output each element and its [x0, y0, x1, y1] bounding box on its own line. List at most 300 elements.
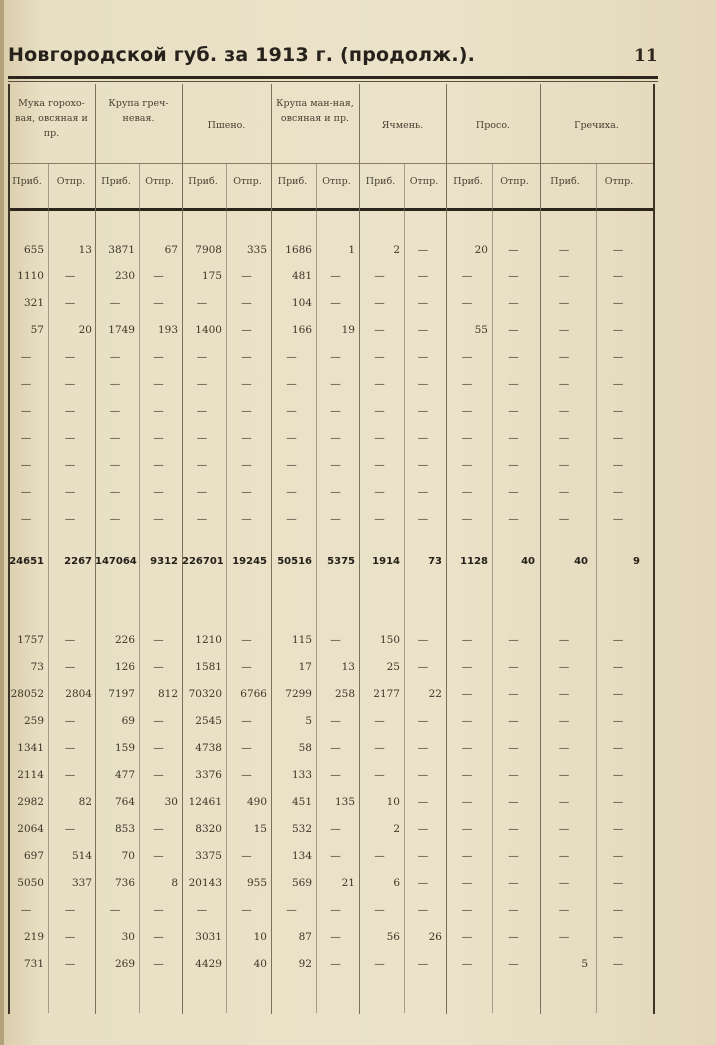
table-cell: —	[330, 931, 341, 943]
table-cell: —	[20, 459, 32, 471]
table-cell: 22	[428, 688, 442, 700]
column-group-header: Крупа греч-невая.	[108, 98, 169, 124]
table-cell: —	[417, 351, 429, 363]
table-cell: 40	[253, 958, 267, 970]
table-row	[0, 661, 716, 681]
table-cell: —	[612, 486, 624, 498]
table-cell: 2267	[64, 556, 92, 567]
subheader-shipped: Отпр.	[322, 176, 351, 187]
table-cell: —	[196, 351, 208, 363]
table-cell: 490	[246, 796, 267, 808]
table-cell: —	[64, 931, 76, 943]
table-cell: —	[612, 958, 624, 970]
table-cell: 2982	[17, 796, 44, 808]
table-cell: —	[612, 378, 624, 390]
table-cell: 159	[114, 742, 135, 754]
table-cell: 9	[633, 556, 640, 567]
table-cell: —	[558, 513, 570, 525]
table-cell: —	[196, 432, 208, 444]
table-cell: —	[153, 486, 164, 498]
table-cell: —	[374, 904, 385, 916]
top-rule-thin	[8, 81, 658, 82]
table-cell: 5	[581, 958, 588, 970]
table-row	[0, 405, 716, 425]
table-cell: —	[153, 634, 164, 646]
table-cell: —	[417, 823, 429, 835]
column-divider	[540, 84, 541, 1014]
page-number: 11	[634, 46, 658, 66]
table-cell: —	[558, 823, 570, 835]
table-cell: 28052	[10, 688, 44, 700]
table-cell: 55	[474, 324, 488, 336]
table-cell: 3376	[195, 769, 222, 781]
table-cell: —	[612, 459, 624, 471]
table-cell: 1210	[195, 634, 222, 646]
table-cell: 58	[298, 742, 312, 754]
table-cell: 335	[246, 244, 267, 256]
table-cell: —	[20, 432, 32, 444]
subheader-arrived: Приб.	[101, 176, 131, 187]
table-cell: 13	[341, 661, 355, 673]
table-cell: —	[109, 351, 121, 363]
table-cell: 4429	[195, 958, 222, 970]
table-cell: —	[64, 270, 76, 282]
table-cell: —	[508, 877, 519, 889]
table-cell: —	[64, 769, 76, 781]
table-cell: —	[508, 324, 519, 336]
subheader-arrived: Приб.	[550, 176, 580, 187]
table-cell: —	[286, 351, 297, 363]
table-cell: 230	[114, 270, 135, 282]
table-row	[0, 351, 716, 371]
table-cell: 115	[291, 634, 312, 646]
table-cell: —	[612, 877, 624, 889]
table-cell: 1581	[195, 661, 222, 673]
table-cell: —	[330, 459, 341, 471]
table-cell: —	[374, 405, 385, 417]
table-cell: 477	[114, 769, 135, 781]
table-cell: 135	[334, 796, 355, 808]
table-cell: —	[241, 661, 252, 673]
column-group-header: Пшено.	[207, 120, 246, 131]
table-cell: —	[20, 904, 32, 916]
table-cell: —	[196, 486, 208, 498]
column-group-header: Ячмень.	[381, 120, 424, 131]
table-cell: —	[461, 823, 473, 835]
table-cell: —	[196, 459, 208, 471]
table-cell: —	[461, 432, 473, 444]
table-cell: —	[20, 513, 32, 525]
table-cell: —	[508, 244, 519, 256]
table-cell: —	[330, 513, 341, 525]
table-cell: —	[417, 378, 429, 390]
table-cell: —	[612, 324, 624, 336]
table-cell: 731	[23, 958, 44, 970]
table-cell: —	[109, 513, 121, 525]
table-cell: 853	[114, 823, 135, 835]
table-cell: —	[241, 351, 252, 363]
table-cell: 20	[78, 324, 92, 336]
table-cell: 20	[474, 244, 488, 256]
table-row	[0, 324, 716, 344]
table-cell: —	[508, 796, 519, 808]
table-cell: —	[417, 715, 429, 727]
table-cell: 3031	[195, 931, 222, 943]
table-cell: 1128	[460, 556, 488, 567]
table-cell: 67	[164, 244, 178, 256]
table-row	[0, 297, 716, 317]
table-cell: —	[508, 513, 519, 525]
table-cell: —	[558, 769, 570, 781]
table-cell: —	[612, 688, 624, 700]
table-row	[0, 244, 716, 264]
table-cell: —	[612, 405, 624, 417]
column-divider	[446, 84, 447, 1014]
table-cell: —	[558, 931, 570, 943]
table-cell: —	[374, 850, 385, 862]
table-cell: 15	[253, 823, 267, 835]
table-cell: —	[508, 823, 519, 835]
table-cell: —	[64, 904, 76, 916]
table-cell: —	[286, 405, 297, 417]
table-cell: —	[508, 432, 519, 444]
table-cell: —	[241, 405, 252, 417]
table-cell: —	[64, 351, 76, 363]
table-cell: —	[508, 850, 519, 862]
table-cell: —	[612, 796, 624, 808]
table-cell: —	[241, 270, 252, 282]
table-cell: 70320	[188, 688, 222, 700]
column-divider	[8, 84, 10, 1014]
table-cell: —	[417, 513, 429, 525]
table-cell: 92	[298, 958, 312, 970]
table-cell: —	[64, 405, 76, 417]
table-cell: —	[374, 324, 385, 336]
subheader-shipped: Отпр.	[56, 176, 86, 187]
table-cell: —	[286, 432, 297, 444]
column-divider	[182, 84, 183, 1014]
table-cell: —	[558, 324, 570, 336]
table-cell: —	[64, 459, 76, 471]
table-cell: —	[196, 513, 208, 525]
table-cell: —	[417, 958, 429, 970]
table-cell: —	[153, 378, 164, 390]
table-cell: —	[374, 378, 385, 390]
table-cell: —	[461, 877, 473, 889]
table-cell: —	[417, 324, 429, 336]
table-cell: —	[417, 244, 429, 256]
table-cell: —	[64, 823, 76, 835]
table-cell: —	[417, 486, 429, 498]
column-group-header: Мука горохо-вая, овсяная и пр.	[15, 98, 88, 139]
table-cell: —	[612, 661, 624, 673]
table-cell: —	[241, 742, 252, 754]
table-cell: —	[612, 823, 624, 835]
table-cell: 7197	[108, 688, 135, 700]
table-cell: —	[508, 769, 519, 781]
table-cell: —	[612, 634, 624, 646]
table-cell: 150	[379, 634, 400, 646]
table-cell: 57	[30, 324, 44, 336]
table-cell: —	[558, 432, 570, 444]
table-cell: 4738	[195, 742, 222, 754]
table-cell: —	[286, 513, 297, 525]
table-cell: —	[374, 270, 385, 282]
table-cell: 569	[291, 877, 312, 889]
table-cell: 7299	[285, 688, 312, 700]
table-cell: 1341	[17, 742, 44, 754]
table-row	[0, 432, 716, 452]
table-cell: —	[508, 297, 519, 309]
table-cell: 20143	[188, 877, 222, 889]
table-cell: 1757	[17, 634, 44, 646]
table-cell: —	[558, 877, 570, 889]
table-cell: 226701	[182, 556, 224, 567]
table-cell: 87	[298, 931, 312, 943]
table-cell: —	[612, 297, 624, 309]
table-cell: —	[417, 634, 429, 646]
table-cell: 736	[114, 877, 135, 889]
table-row	[0, 486, 716, 506]
table-cell: —	[461, 459, 473, 471]
top-rule	[8, 76, 658, 79]
table-cell: —	[612, 432, 624, 444]
table-cell: 226	[114, 634, 135, 646]
table-cell: 5	[305, 715, 312, 727]
table-cell: 2114	[17, 769, 44, 781]
table-cell: —	[196, 405, 208, 417]
table-total-row	[0, 556, 716, 576]
table-cell: —	[64, 958, 76, 970]
table-cell: —	[461, 715, 473, 727]
table-cell: 1914	[372, 556, 400, 567]
table-cell: —	[330, 769, 341, 781]
table-cell: 451	[291, 796, 312, 808]
table-cell: —	[153, 405, 164, 417]
table-cell: —	[374, 769, 385, 781]
table-cell: 1110	[17, 270, 44, 282]
table-cell: —	[64, 378, 76, 390]
table-cell: —	[461, 486, 473, 498]
table-cell: —	[153, 904, 164, 916]
table-cell: —	[241, 850, 252, 862]
table-cell: —	[330, 297, 341, 309]
table-cell: —	[508, 351, 519, 363]
table-cell: —	[558, 486, 570, 498]
table-cell: —	[612, 270, 624, 282]
table-cell: —	[241, 378, 252, 390]
table-cell: —	[241, 904, 252, 916]
column-group-header: Просо.	[475, 120, 511, 131]
table-row	[0, 823, 716, 843]
table-cell: —	[461, 931, 473, 943]
table-cell: —	[241, 769, 252, 781]
table-cell: 30	[121, 931, 135, 943]
table-cell: —	[241, 634, 252, 646]
table-cell: 321	[23, 297, 44, 309]
page-title: Новгородской губ. за 1913 г. (продолж.).	[8, 44, 476, 66]
table-cell: —	[241, 297, 252, 309]
table-cell: —	[241, 486, 252, 498]
table-cell: —	[153, 715, 164, 727]
table-cell: 10	[253, 931, 267, 943]
table-cell: 126	[114, 661, 135, 673]
table-cell: 219	[23, 931, 44, 943]
table-cell: —	[374, 459, 385, 471]
table-cell: —	[558, 297, 570, 309]
table-cell: —	[153, 432, 164, 444]
table-cell: —	[558, 378, 570, 390]
table-cell: —	[461, 513, 473, 525]
table-cell: —	[241, 459, 252, 471]
table-row	[0, 958, 716, 978]
table-cell: —	[508, 486, 519, 498]
table-cell: —	[558, 742, 570, 754]
table-cell: 134	[291, 850, 312, 862]
table-cell: 10	[386, 796, 400, 808]
table-cell: —	[461, 904, 473, 916]
table-cell: 764	[114, 796, 135, 808]
table-cell: 17	[298, 661, 312, 673]
table-cell: 133	[291, 769, 312, 781]
table-cell: —	[558, 796, 570, 808]
column-group-header: Гречиха.	[574, 120, 619, 131]
table-cell: —	[558, 405, 570, 417]
table-row	[0, 904, 716, 924]
table-cell: 104	[291, 297, 312, 309]
table-cell: 2	[393, 244, 400, 256]
table-cell: 73	[30, 661, 44, 673]
table-cell: 50516	[277, 556, 312, 567]
table-cell: —	[330, 715, 341, 727]
table-cell: —	[461, 297, 473, 309]
table-cell: —	[374, 958, 385, 970]
table-cell: —	[558, 715, 570, 727]
table-cell: —	[417, 405, 429, 417]
table-cell: 5375	[327, 556, 355, 567]
table-cell: 532	[291, 823, 312, 835]
table-cell: —	[612, 513, 624, 525]
table-cell: —	[461, 688, 473, 700]
table-cell: 1400	[195, 324, 222, 336]
table-cell: 2	[393, 823, 400, 835]
table-cell: —	[461, 270, 473, 282]
table-cell: —	[286, 486, 297, 498]
table-cell: 40	[521, 556, 535, 567]
table-cell: —	[461, 742, 473, 754]
table-cell: 7908	[195, 244, 222, 256]
table-cell: —	[109, 405, 121, 417]
table-cell: —	[461, 351, 473, 363]
table-row	[0, 850, 716, 870]
table-cell: —	[508, 742, 519, 754]
subheader-arrived: Приб.	[453, 176, 483, 187]
table-row	[0, 459, 716, 479]
table-cell: —	[153, 270, 164, 282]
table-cell: —	[153, 931, 164, 943]
subheader-shipped: Отпр.	[604, 176, 634, 187]
table-cell: 26	[428, 931, 442, 943]
table-cell: —	[508, 958, 519, 970]
table-cell: 3375	[195, 850, 222, 862]
table-cell: —	[374, 432, 385, 444]
table-cell: 25	[386, 661, 400, 673]
table-cell: 6766	[240, 688, 267, 700]
table-cell: —	[417, 270, 429, 282]
table-cell: —	[558, 904, 570, 916]
table-cell: —	[461, 634, 473, 646]
table-cell: 175	[201, 270, 222, 282]
table-row	[0, 270, 716, 290]
table-cell: —	[508, 405, 519, 417]
table-cell: —	[286, 459, 297, 471]
table-cell: —	[330, 904, 341, 916]
table-cell: —	[508, 688, 519, 700]
table-cell: 21	[341, 877, 355, 889]
column-divider	[271, 84, 272, 1014]
table-cell: —	[64, 432, 76, 444]
table-cell: —	[461, 378, 473, 390]
table-row	[0, 378, 716, 398]
table-cell: —	[508, 378, 519, 390]
table-cell: —	[374, 351, 385, 363]
subheader-shipped: Отпр.	[409, 176, 439, 187]
table-cell: —	[461, 769, 473, 781]
table-cell: —	[417, 904, 429, 916]
table-cell: —	[417, 850, 429, 862]
table-cell: —	[241, 324, 252, 336]
table-cell: —	[417, 661, 429, 673]
table-cell: —	[330, 958, 341, 970]
table-cell: —	[508, 459, 519, 471]
table-cell: —	[330, 742, 341, 754]
table-cell: —	[461, 850, 473, 862]
table-cell: —	[417, 796, 429, 808]
table-cell: —	[508, 904, 519, 916]
table-cell: —	[153, 513, 164, 525]
table-cell: —	[558, 850, 570, 862]
table-row	[0, 877, 716, 897]
table-cell: —	[64, 634, 76, 646]
table-cell: —	[461, 958, 473, 970]
table-cell: 6	[393, 877, 400, 889]
table-cell: —	[330, 634, 341, 646]
column-divider	[359, 84, 360, 1014]
table-cell: 82	[78, 796, 92, 808]
table-cell: 258	[334, 688, 355, 700]
table-row	[0, 931, 716, 951]
table-cell: —	[109, 459, 121, 471]
table-cell: —	[612, 715, 624, 727]
table-cell: —	[330, 378, 341, 390]
table-cell: 147064	[95, 556, 137, 567]
table-cell: —	[558, 688, 570, 700]
table-cell: —	[612, 244, 624, 256]
table-cell: —	[20, 378, 32, 390]
table-cell: 812	[157, 688, 178, 700]
table-cell: —	[153, 850, 164, 862]
subheader-shipped: Отпр.	[233, 176, 262, 187]
table-cell: —	[196, 904, 208, 916]
subheader-shipped: Отпр.	[500, 176, 529, 187]
subheader-shipped: Отпр.	[145, 176, 174, 187]
table-cell: —	[417, 769, 429, 781]
table-cell: 69	[121, 715, 135, 727]
table-cell: —	[109, 486, 121, 498]
column-divider	[95, 84, 96, 1014]
table-cell: —	[461, 405, 473, 417]
table-cell: —	[508, 634, 519, 646]
